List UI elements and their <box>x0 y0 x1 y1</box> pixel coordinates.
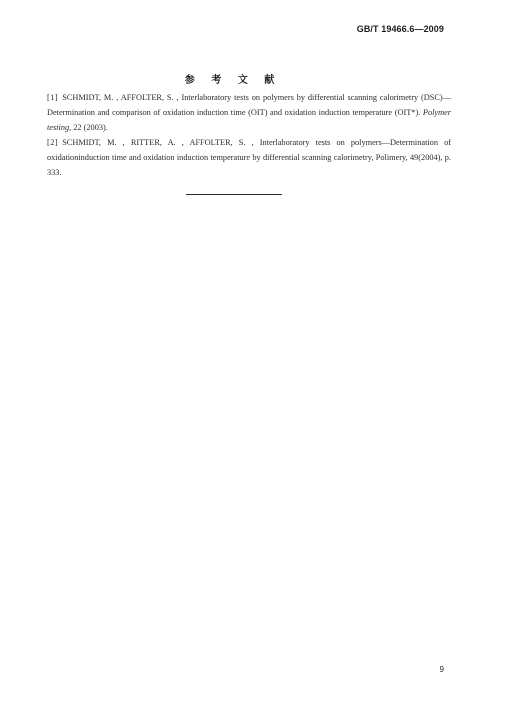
reference-number: [2] <box>47 138 59 147</box>
standard-code: GB/T 19466.6—2009 <box>356 24 444 34</box>
reference-text: SCHMIDT, M. , RITTER, A. , AFFOLTER, S. , Interlaboratory tests on polymers—Determination of oxidationinduction time and oxidation induction temperature by differential scanning calorimetry, Polimery, 49(2004), p. 333. <box>47 138 451 177</box>
reference-text: SCHMIDT, M. , AFFOLTER, S. , Interlaboratory tests on polymers by differential scanning calorimetry (DSC)—Determination and comparison of oxidation induction time (OIT) and oxidation induction temperature (OIT*). <box>47 93 451 117</box>
reference-item <box>47 135 451 180</box>
end-divider-line <box>186 194 282 195</box>
section-title: 参 考 文 献 <box>184 75 282 86</box>
reference-item <box>47 90 451 135</box>
reference-number: [1] <box>47 93 59 102</box>
page-number: 9 <box>439 665 444 674</box>
reference-journal: Polymer testing <box>47 108 451 132</box>
reference-list <box>47 90 451 180</box>
reference-text-tail: , 22 (2003). <box>69 123 108 132</box>
